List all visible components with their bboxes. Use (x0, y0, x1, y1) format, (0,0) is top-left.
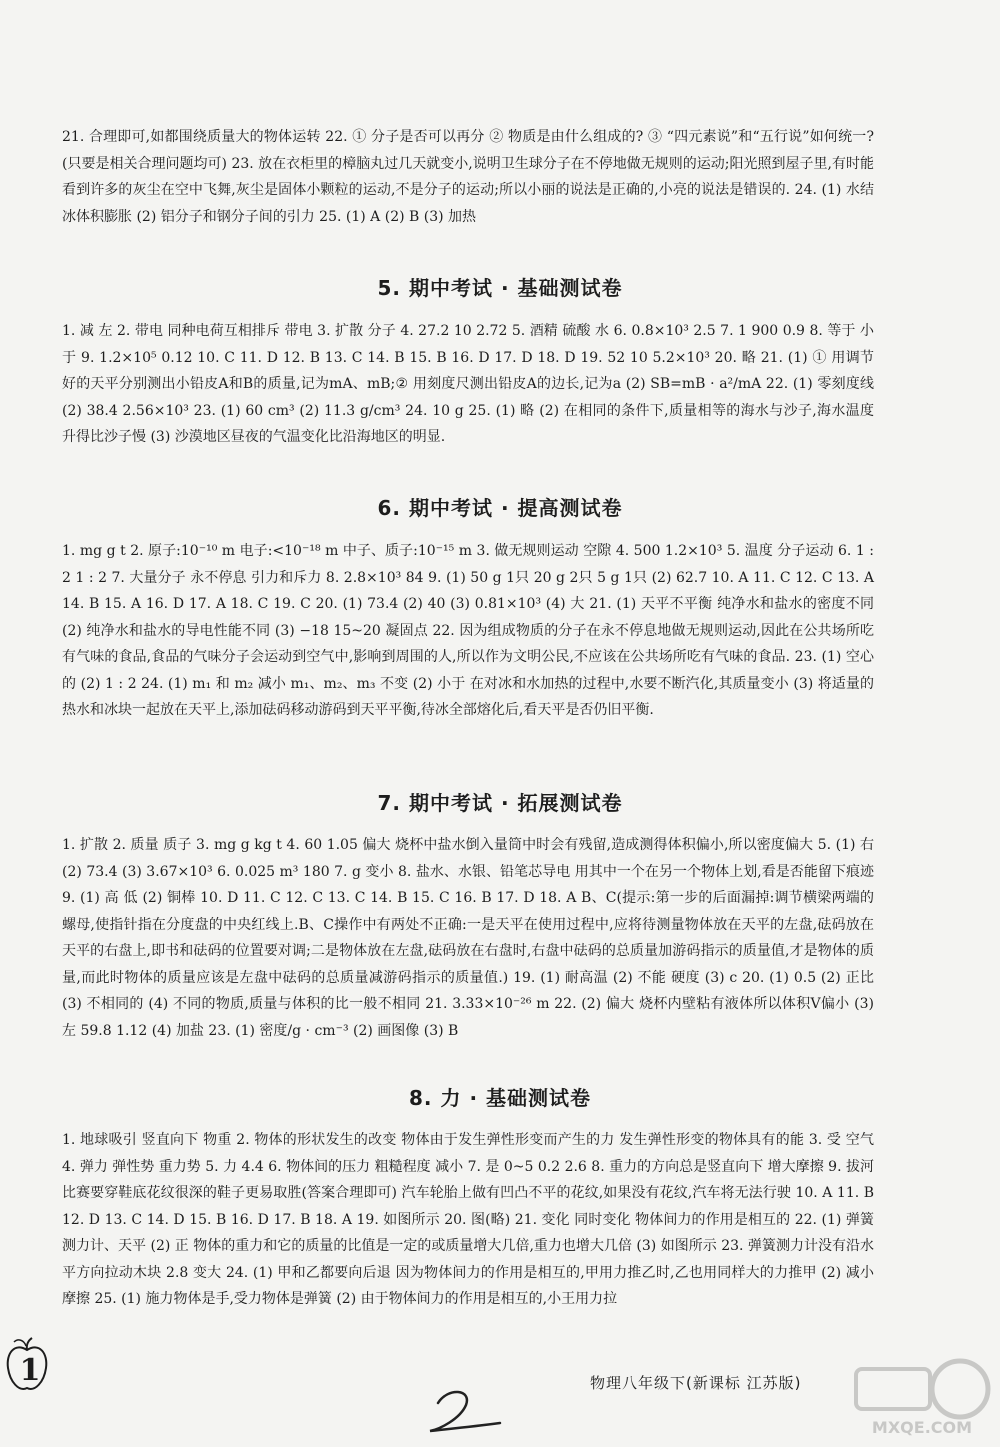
section-6-title: 6. 期中考试 · 提高测试卷 (377, 496, 623, 520)
section-7-title: 7. 期中考试 · 拓展测试卷 (377, 791, 623, 815)
watermark-logo (850, 1355, 995, 1440)
svg-text:MXQE.COM: MXQE.COM (871, 1418, 973, 1437)
section-6-text: 1. mg g t 2. 原子:10⁻¹⁰ m 电子:<10⁻¹⁸ m 中子、质子:10⁻¹⁵ m 3. 做无规则运动 空隙 4. 500 1.2×10³ 5. 温度 分子运动 6. 1 : 2 1 : 2 7. 大量分子 永不停息 引力和斥力 8. 2.8×10³ 84 9. (1) 50 g 1只 20 g 2只 5 g 1只 (2) 62.7 10. A 11. C 12. C 13. A 14. B 15. A 16. D 17. A 18. C 19. C 20. (1) 73.4 (2) 40 (3) 0.81×10³ (4) 大 21. (1) 天平不平衡 纯净水和盐水的密度不同 (2) 纯净水和盐水的导电性能不同 (3) −18 15~20 凝固点 22. 因为组成物质的分子在永不停息地做无规则运动,因此在公共场所吃有气味的食品,食品的气味分子会运动到空气中,影响到周围的人,所以作为文明公民,不应该在公共场所吃有气味的食品. 23. (1) 空心的 (2) 1 : 2 24. (1) m₁ 和 m₂ 减小 m₁、m₂、m₃ 不变 (2) 小于 在对冰和水加热的过程中,水要不断汽化,其质量变小 (3) 将适量的热水和冰块一起放在天平上,添加砝码移动游码到天平平衡,待冰全部熔化后,看天平是否仍旧平衡. (62, 543, 874, 718)
section-7-text: 1. 扩散 2. 质量 质子 3. mg g kg t 4. 60 1.05 偏大 烧杯中盐水倒入量筒中时会有残留,造成测得体积偏小,所以密度偏大 5. (1) 右 (2) 73.4 (3) 3.67×10³ 6. 0.025 m³ 180 7. g 变小 8. 盐水、水银、铅笔芯导电 用其中一个在另一个物体上划,看是否能留下痕迹 9. (1) 高 低 (2) 铜棒 10. D 11. C 12. C 13. C 14. B 15. C 16. B 17. D 18. A B、C(提示:第一步的后面漏掉:调节横梁两端的螺母,使指针指在分度盘的中央红线上.B、C操作中有两处不正确:一是天平在使用过程中,应将待测量物体放在天平的左盘,砝码放在天平的右盘上,即书和砝码的位置要对调;二是物体放在左盘,砝码放在右盘时,右盘中砝码的总质量加游码指示的质量值,才是物体的质量,而此时物体的质量应该是左盘中砝码的总质量减游码指示的质量值.) 19. (1) 耐高温 (2) 不能 硬度 (3) c 20. (1) 0.5 (2) 正比 (3) 不相同的 (4) 不同的物质,质量与体积的比一般不相同 21. 3.33×10⁻²⁶ m 22. (2) 偏大 烧杯内壁粘有液体所以体积V偏小 (3) 左 59.8 1.12 (4) 加盐 23. (1) 密度/g · cm⁻³ (2) 画图像 (3) B (62, 837, 874, 1039)
book-title: 物理八年级下(新课标 江苏版) (590, 1374, 802, 1392)
section-8-text: 1. 地球吸引 竖直向下 物重 2. 物体的形状发生的改变 物体由于发生弹性形变而产生的力 发生弹性形变的物体具有的能 3. 受 空气 4. 弹力 弹性势 重力势 5. 力 4.4 6. 物体间的压力 粗糙程度 减小 7. 是 0~5 0.2 2.6 8. 重力的方向总是竖直向下 增大摩擦 9. 拔河比赛要穿鞋底花纹很深的鞋子更易取胜(答案合理即可) 汽车轮胎上做有凹凸不平的花纹,如果没有花纹,汽车将无法行驶 10. A 11. B 12. D 13. C 14. D 15. B 16. D 17. B 18. A 19. 如图所示 20. 图(略) 21. 变化 同时变化 物体间力的作用是相互的 22. (1) 弹簧测力计、天平 (2) 正 物体的重力和它的质量的比值是一定的或质量增大几倍,重力也增大几倍 (3) 如图所示 23. 弹簧测力计没有沿水平方向拉动木块 2.8 变大 24. (1) 甲和乙都要向后退 因为物体间力的作用是相互的,甲用力推乙时,乙也用同样大的力推甲 (2) 减小摩擦 25. (1) 施力物体是手,受力物体是弹簧 (2) 由于物体间力的作用是相互的,小王用力拉 (62, 1132, 874, 1307)
section-intro-text: 21. 合理即可,如都围绕质量大的物体运转 22. ① 分子是否可以再分 ② 物质是由什么组成的? ③ “四元素说”和“五行说”如何统一?(只要是相关合理问题均可) 23. 放在衣柜里的樟脑丸过几天就变小,说明卫生球分子在不停地做无规则的运动;阳光照到屋子里,有时能看到许多的灰尘在空中飞舞,灰尘是固体小颗粒的运动,不是分子的运动;所以小丽的说法是正确的,小亮的说法是错误的. 24. (1) 水结冰体积膨胀 (2) 铝分子和钢分子间的引力 25. (1) A (2) B (3) 加热 (62, 129, 874, 225)
handwritten-page-mark (420, 1385, 510, 1440)
section-5-text: 1. 减 左 2. 带电 同种电荷互相排斥 带电 3. 扩散 分子 4. 27.2 10 2.72 5. 酒精 硫酸 水 6. 0.8×10³ 2.5 7. 1 900 0.9 8. 等于 小于 9. 1.2×10⁵ 0.12 10. C 11. D 12. B 13. C 14. B 15. B 16. D 17. D 18. D 19. 52 10 5.2×10³ 20. 略 21. (1) ① 用调节好的天平分别测出小铅皮A和B的质量,记为mA、mB;② 用刻度尺测出铅皮A的边长,记为a (2) SB=mB · a²/mA 22. (1) 零刻度线 (2) 38.4 2.56×10³ 23. (1) 60 cm³ (2) 11.3 g/cm³ 24. 10 g 25. (1) 略 (2) 在相同的条件下,质量相等的海水与沙子,海水温度升得比沙子慢 (3) 沙漠地区昼夜的气温变化比沿海地区的明显. (62, 323, 874, 445)
section-5-title: 5. 期中考试 · 基础测试卷 (377, 276, 623, 300)
page-number: 1 (19, 1352, 41, 1388)
section-8-title: 8. 力 · 基础测试卷 (409, 1086, 591, 1110)
